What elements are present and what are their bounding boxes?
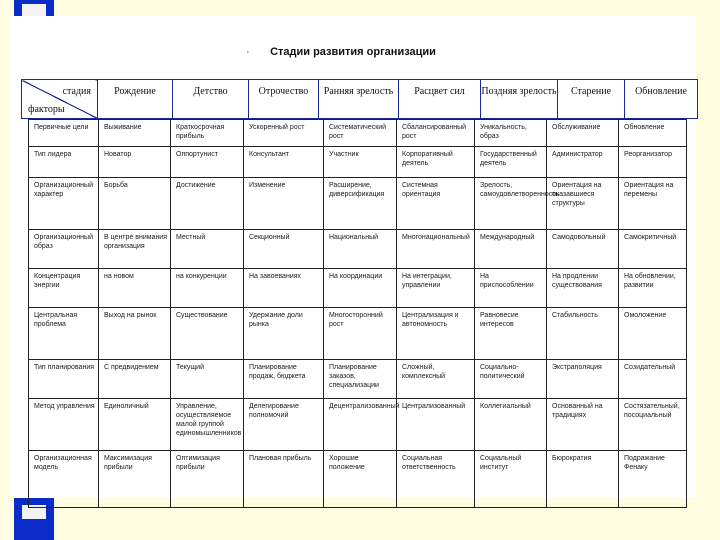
table-cell: Консультант: [244, 147, 324, 178]
table-cell: Хорошие положение: [324, 451, 397, 508]
table-cell: На продлении существования: [547, 269, 619, 308]
table-cell: Расширение, диверсификация: [324, 178, 397, 230]
table-cell: Системная ориентация: [397, 178, 475, 230]
stages-header-row: [21, 79, 698, 119]
table-cell: Стабильность: [547, 308, 619, 360]
table-cell: Выход на рынок: [99, 308, 171, 360]
stage-header: Поздняя зрелость: [481, 80, 558, 119]
corner-factors-label: факторы: [28, 104, 65, 115]
factor-cell: Метод управления: [29, 399, 99, 451]
table-cell: Многонациональный: [397, 230, 475, 269]
factors-table: [28, 119, 687, 508]
table-row: [29, 399, 687, 451]
table-cell: Новатор: [99, 147, 171, 178]
table-cell: Сбалансированный рост: [397, 120, 475, 147]
table-cell: Централизация и автономность: [397, 308, 475, 360]
table-cell: Созидательный: [619, 360, 687, 399]
table-cell: Государственный деятель: [475, 147, 547, 178]
factor-cell: Центральная проблема: [29, 308, 99, 360]
factor-cell: Организационный образ: [29, 230, 99, 269]
scanned-table-sheet: [10, 16, 696, 498]
table-cell: Оппортунист: [171, 147, 244, 178]
table-cell: Самокритичный: [619, 230, 687, 269]
table-cell: на конкуренции: [171, 269, 244, 308]
table-cell: Существование: [171, 308, 244, 360]
table-cell: Ориентация на перемены: [619, 178, 687, 230]
table-cell: Достижение: [171, 178, 244, 230]
factor-cell: Организационный характер: [29, 178, 99, 230]
table-cell: Реорганизатор: [619, 147, 687, 178]
table-cell: Текущий: [171, 360, 244, 399]
table-cell: Ускоренный рост: [244, 120, 324, 147]
table-cell: Секционный: [244, 230, 324, 269]
table-cell: Делегирование полномочий: [244, 399, 324, 451]
stage-header: Старение: [558, 80, 625, 119]
table-cell: Социальный институт: [475, 451, 547, 508]
table-cell: Уникальность, образ: [475, 120, 547, 147]
table-row: [29, 308, 687, 360]
table-cell: Администратор: [547, 147, 619, 178]
table-cell: Самодовольный: [547, 230, 619, 269]
table-cell: На координации: [324, 269, 397, 308]
table-cell: В центре внимания организация: [99, 230, 171, 269]
table-cell: Экстраполяция: [547, 360, 619, 399]
table-title: Стадии развития организации: [270, 46, 436, 58]
table-cell: Децентрализованный: [324, 399, 397, 451]
stage-header: Обновление: [625, 80, 698, 119]
table-cell: Планирование продаж, бюджета: [244, 360, 324, 399]
corner-stage-label: стадия: [62, 86, 91, 97]
table-cell: Борьба: [99, 178, 171, 230]
table-cell: Бюрократия: [547, 451, 619, 508]
table-cell: Равновесие интересов: [475, 308, 547, 360]
stage-header: Отрочество: [249, 80, 319, 119]
table-cell: Международный: [475, 230, 547, 269]
stage-header: Детство: [173, 80, 249, 119]
table-row: [29, 230, 687, 269]
table-cell: Социальная ответственность: [397, 451, 475, 508]
table-cell: Краткосрочная прибыль: [171, 120, 244, 147]
table-cell: На обновлении, развитии: [619, 269, 687, 308]
table-cell: Коллегиальный: [475, 399, 547, 451]
stage-header: Расцвет сил: [399, 80, 481, 119]
table-cell: Обновление: [619, 120, 687, 147]
table-cell: Ориентация на оказавшиеся структуры: [547, 178, 619, 230]
table-cell: на новом: [99, 269, 171, 308]
table-cell: Зрелость, самоудовлетворенность: [475, 178, 547, 230]
table-cell: Планирование заказов, специализации: [324, 360, 397, 399]
table-cell: Омоложение: [619, 308, 687, 360]
table-cell: Централизованный: [397, 399, 475, 451]
table-row: [29, 451, 687, 508]
factor-cell: Первичные цели: [29, 120, 99, 147]
header-corner-cell: [22, 80, 98, 119]
table-cell: Сложный, комплексный: [397, 360, 475, 399]
table-row: [29, 178, 687, 230]
table-cell: Плановая прибыль: [244, 451, 324, 508]
table-cell: Максимизация прибыли: [99, 451, 171, 508]
table-row: [29, 360, 687, 399]
table-cell: На приспособлении: [475, 269, 547, 308]
table-cell: Удержание доли рынка: [244, 308, 324, 360]
stage-header: Рождение: [98, 80, 173, 119]
table-cell: Корпоративный деятель: [397, 147, 475, 178]
table-cell: Местный: [171, 230, 244, 269]
table-cell: Основанный на традициях: [547, 399, 619, 451]
table-cell: Национальный: [324, 230, 397, 269]
table-cell: Оптимизация прибыли: [171, 451, 244, 508]
table-cell: На интеграции, управлении: [397, 269, 475, 308]
table-cell: Изменение: [244, 178, 324, 230]
table-cell: Социально-политический: [475, 360, 547, 399]
table-cell: Подражание Фенаку: [619, 451, 687, 508]
stage-header: Ранняя зрелость: [319, 80, 399, 119]
table-cell: На завоеваниях: [244, 269, 324, 308]
table-row: [29, 120, 687, 147]
factor-cell: Организационная модель: [29, 451, 99, 508]
scan-speck: ·: [246, 46, 250, 58]
table-cell: Участник: [324, 147, 397, 178]
table-cell: Состязательный, посоциальный: [619, 399, 687, 451]
factor-cell: Концентрация энергии: [29, 269, 99, 308]
table-cell: Систематический рост: [324, 120, 397, 147]
table-cell: Многосторонний рост: [324, 308, 397, 360]
table-cell: Выживание: [99, 120, 171, 147]
table-cell: Единоличный: [99, 399, 171, 451]
factor-cell: Тип лидера: [29, 147, 99, 178]
table-cell: Обслуживание: [547, 120, 619, 147]
table-cell: Управление, осуществляемое малой группой единомышленников: [171, 399, 244, 451]
table-cell: С предвидением: [99, 360, 171, 399]
table-row: [29, 147, 687, 178]
factor-cell: Тип планирования: [29, 360, 99, 399]
table-row: [29, 269, 687, 308]
